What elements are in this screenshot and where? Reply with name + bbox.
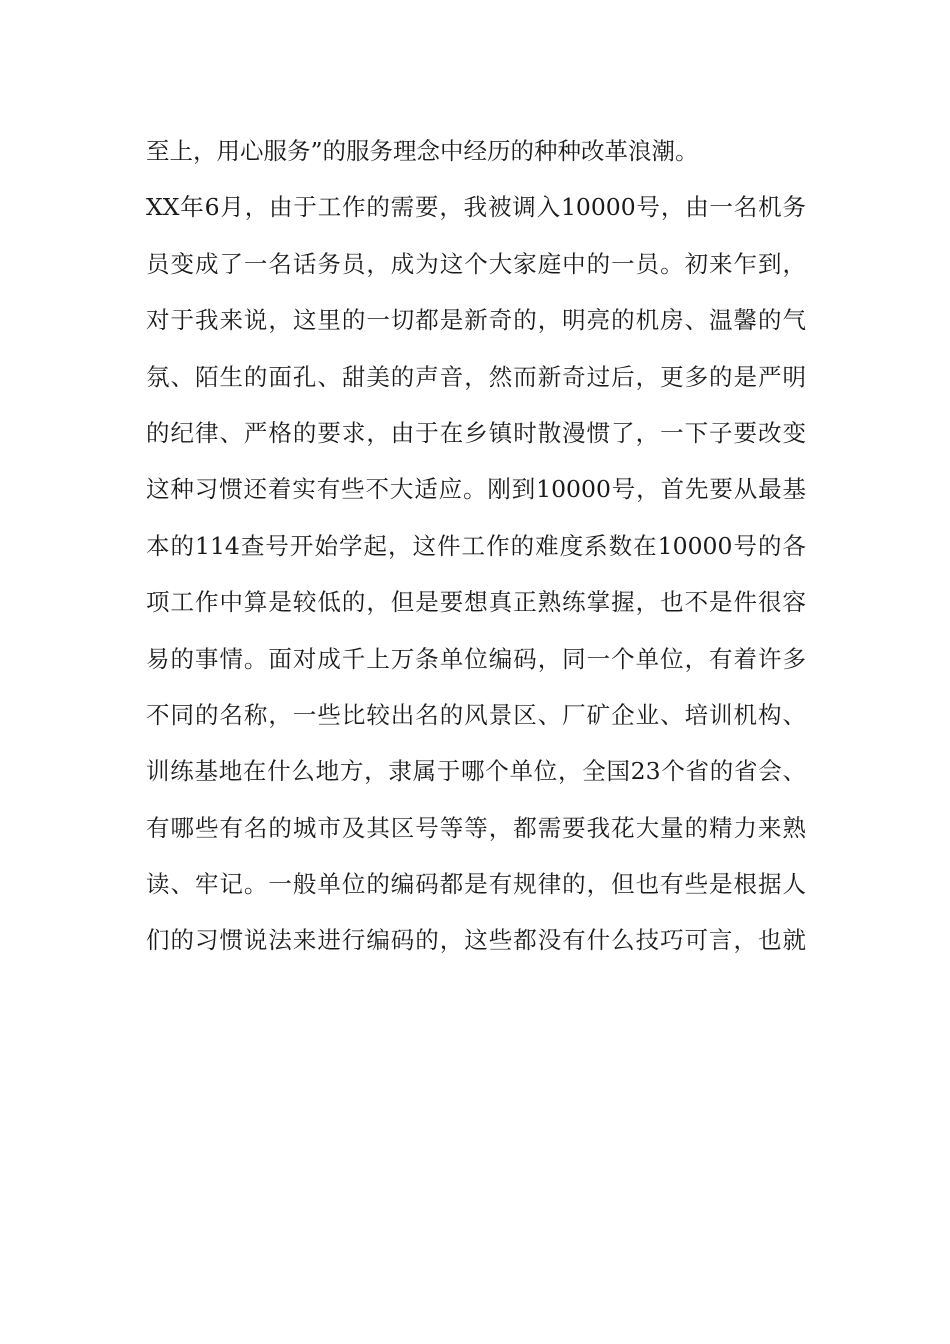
text-line: XX年6月，由于工作的需要，我被调入10000号，由一名机务: [146, 193, 806, 222]
text-line: 本的114查号开始学起，这件工作的难度系数在10000号的各: [146, 531, 806, 560]
text-line: 有哪些有名的城市及其区号等等，都需要我花大量的精力来熟: [146, 813, 806, 842]
text-line: 们的习惯说法来进行编码的，这些都没有什么技巧可言，也就: [146, 926, 806, 955]
text-line: 不同的名称，一些比较出名的风景区、厂矿企业、培训机构、: [146, 700, 806, 729]
text-line: 项工作中算是较低的，但是要想真正熟练掌握，也不是件很容: [146, 588, 806, 617]
body-text: [146, 131, 806, 977]
text-line: 的纪律、严格的要求，由于在乡镇时散漫惯了，一下子要改变: [146, 418, 806, 447]
text-line: 员变成了一名话务员，成为这个大家庭中的一员。初来乍到，: [146, 249, 806, 278]
text-line: 训练基地在什么地方，隶属于哪个单位，全国23个省的省会、: [146, 757, 806, 786]
text-line: 这种习惯还着实有些不大适应。刚到10000号，首先要从最基: [146, 475, 806, 504]
text-line: 氛、陌生的面孔、甜美的声音，然而新奇过后，更多的是严明: [146, 362, 806, 391]
text-line: 对于我来说，这里的一切都是新奇的，明亮的机房、温馨的气: [146, 306, 806, 335]
text-line: 读、牢记。一般单位的编码都是有规律的，但也有些是根据人: [146, 870, 806, 899]
text-line: 至上，用心服务”的服务理念中经历的种种改革浪潮。: [146, 137, 699, 165]
text-line: 易的事情。面对成千上万条单位编码，同一个单位，有着许多: [146, 644, 806, 673]
